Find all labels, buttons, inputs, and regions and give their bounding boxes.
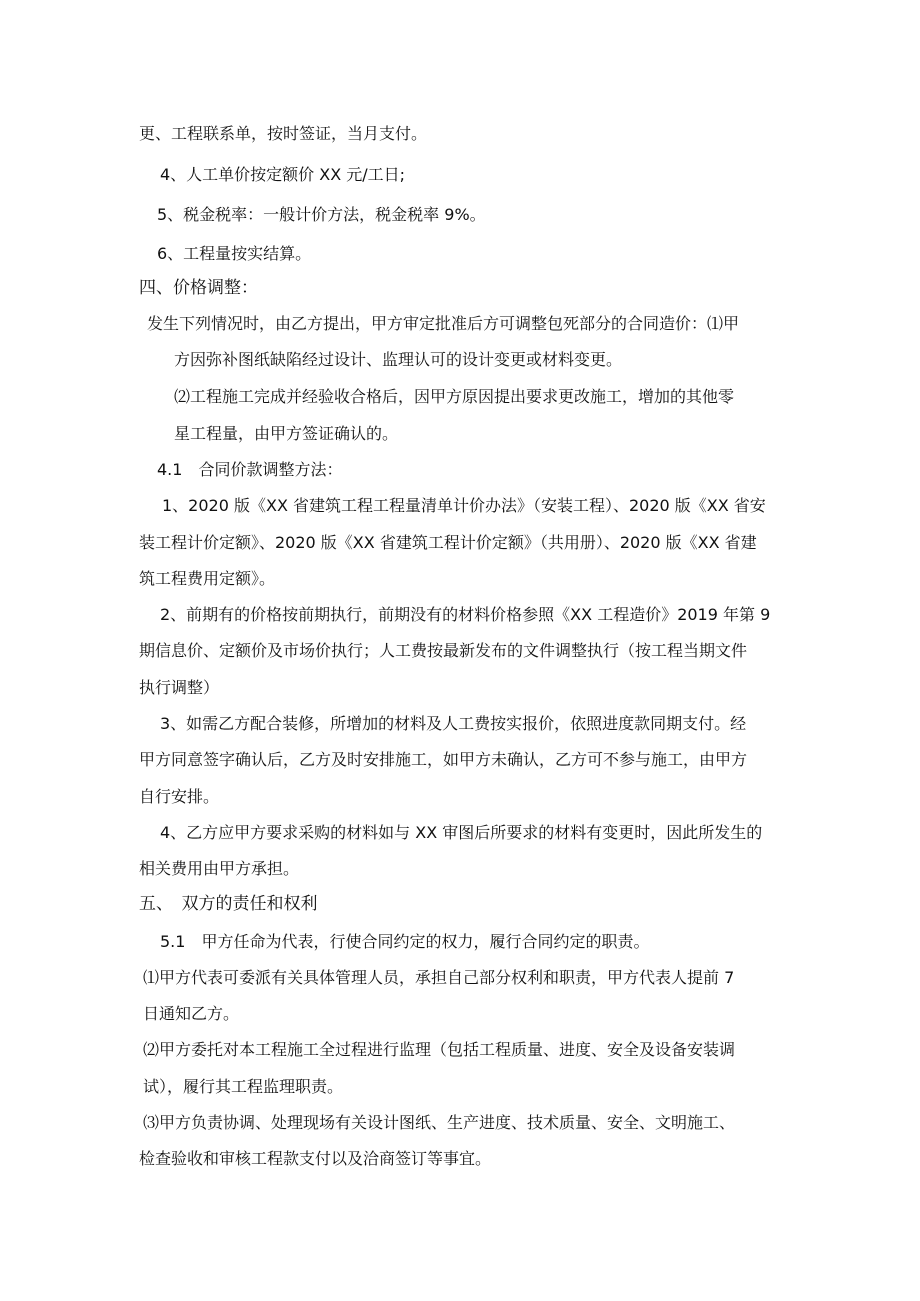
paragraph-line: 相关费用由甲方承担。 xyxy=(139,859,300,878)
paragraph-line: 日通知乙方。 xyxy=(143,1004,240,1023)
paragraph-line: ⑶甲方负责协调、处理现场有关设计图纸、生产进度、技术质量、安全、文明施工、 xyxy=(143,1113,736,1132)
paragraph-line: ⑵工程施工完成并经验收合格后，因甲方原因提出要求更改施工，增加的其他零 xyxy=(174,387,735,406)
paragraph-line: 1、2020 版《XX 省建筑工程工程量清单计价办法》（安装工程）、2020 版《XX 省安 xyxy=(162,496,766,515)
section-heading-responsibilities: 五、 双方的责任和权利 xyxy=(139,894,318,914)
paragraph-line: 自行安排。 xyxy=(139,787,220,806)
paragraph-line: 3、如需乙方配合装修，所增加的材料及人工费按实报价，依照进度款同期支付。经 xyxy=(160,714,747,733)
subsection-heading-5-1: 5.1 甲方任命为代表，行使合同约定的权力，履行合同约定的职责。 xyxy=(160,932,650,951)
paragraph-line: 筑工程费用定额》。 xyxy=(139,569,276,588)
paragraph-line: 2、前期有的价格按前期执行，前期没有的材料价格参照《XX 工程造价》2019 年第 9 xyxy=(160,605,771,624)
paragraph-line: 发生下列情况时，由乙方提出，甲方审定批准后方可调整包死部分的合同造价：⑴甲 xyxy=(147,314,740,333)
paragraph-line: ⑵甲方委托对本工程施工全过程进行监理（包括工程质量、进度、安全及设备安装调 xyxy=(143,1040,736,1059)
paragraph-line: 期信息价、定额价及市场价执行；人工费按最新发布的文件调整执行（按工程当期文件 xyxy=(139,641,748,660)
paragraph-line: 检查验收和审核工程款支付以及洽商签订等事宜。 xyxy=(139,1149,492,1168)
paragraph-line: 试），履行其工程监理职责。 xyxy=(143,1077,344,1096)
paragraph-line: 装工程计价定额》、2020 版《XX 省建筑工程计价定额》（共用册）、2020 版《XX 省建 xyxy=(139,533,757,552)
paragraph-line: 6、工程量按实结算。 xyxy=(157,244,312,263)
paragraph-line: 4、乙方应甲方要求采购的材料如与 XX 审图后所要求的材料有变更时，因此所发生的 xyxy=(160,823,763,842)
section-heading-price-adjustment: 四、价格调整： xyxy=(139,278,258,298)
paragraph-line: 4、人工单价按定额价 XX 元/工日; xyxy=(160,165,406,184)
paragraph-line: 方因弥补图纸缺陷经过设计、监理认可的设计变更或材料变更。 xyxy=(174,350,623,369)
subsection-heading-4-1: 4.1 合同价款调整方法： xyxy=(157,460,343,479)
paragraph-line: 5、税金税率：一般计价方法，税金税率 9%。 xyxy=(157,205,486,224)
paragraph-line: ⑴甲方代表可委派有关具体管理人员，承担自己部分权利和职责，甲方代表人提前 7 xyxy=(143,968,735,987)
paragraph-line: 执行调整） xyxy=(139,678,220,697)
paragraph-line: 星工程量，由甲方签证确认的。 xyxy=(174,424,399,443)
paragraph-line: 甲方同意签字确认后，乙方及时安排施工，如甲方未确认，乙方可不参与施工，由甲方 xyxy=(139,750,748,769)
paragraph-line: 更、工程联系单，按时签证，当月支付。 xyxy=(139,124,428,143)
